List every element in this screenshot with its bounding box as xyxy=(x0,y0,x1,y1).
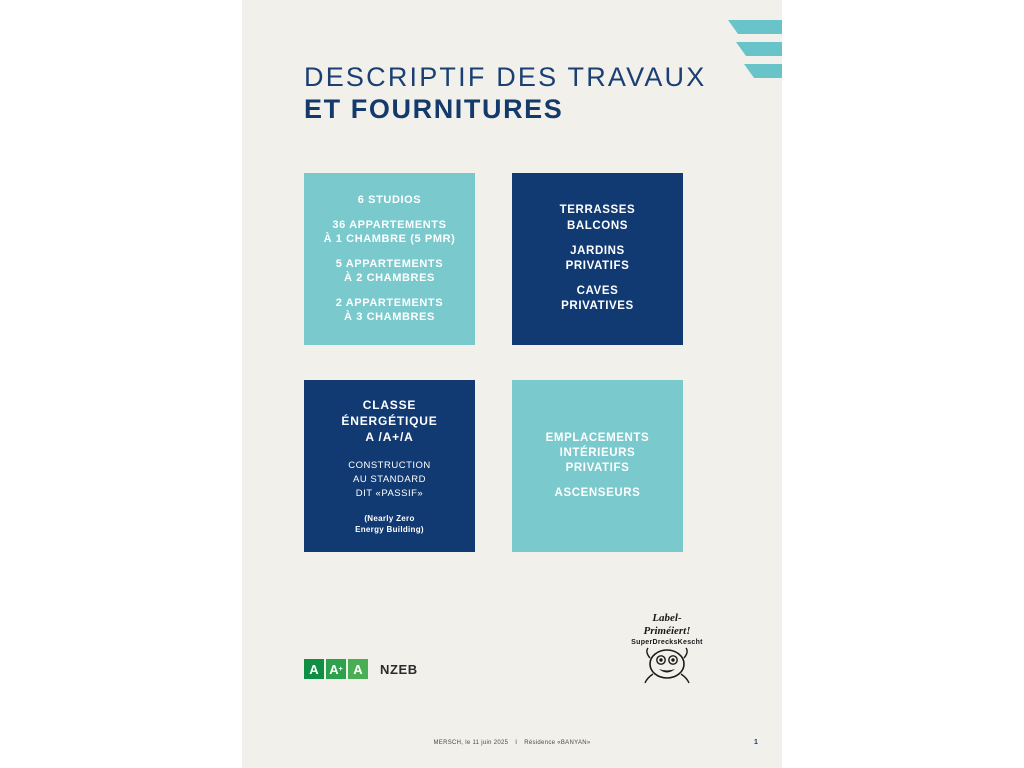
energy-class-title: CLASSE ÉNERGÉTIQUE A /A+/A xyxy=(341,397,438,445)
footer-right-text: Résidence «BANYAN» xyxy=(524,740,591,746)
decorative-teal-bars xyxy=(738,0,782,80)
stamp-line-2: Priméiert! xyxy=(643,624,691,637)
card-emplacements-line-2: ASCENSEURS xyxy=(554,487,641,500)
energy-class-note: (Nearly Zero Energy Building) xyxy=(355,513,424,534)
nzeb-logo xyxy=(304,659,418,679)
card-logements xyxy=(304,173,475,345)
card-logements-line-1: 6 STUDIOS xyxy=(357,194,422,207)
card-exterieurs-line-2: JARDINS PRIVATIFS xyxy=(565,244,630,272)
page-title-line-2: ET FOURNITURES xyxy=(304,94,564,125)
deco-bar-3 xyxy=(754,64,782,78)
stamp-arc-text: SuperDrecksKescht xyxy=(631,639,703,647)
card-emplacements-line-1: EMPLACEMENTS INTÉRIEURS PRIVATIFS xyxy=(545,431,650,474)
card-classe-energetique xyxy=(304,380,475,552)
card-exterieurs-line-1: TERRASSES BALCONS xyxy=(559,204,636,232)
card-exterieurs-line-3: CAVES PRIVATIVES xyxy=(561,285,634,313)
nzeb-label: NZEB xyxy=(380,661,418,677)
footer-separator: I xyxy=(515,740,518,746)
nzeb-box-3: A xyxy=(348,659,368,679)
deco-bar-2 xyxy=(746,42,782,56)
page-number: 1 xyxy=(754,739,758,746)
energy-class-subtitle: CONSTRUCTION AU STANDARD DIT «PASSIF» xyxy=(348,460,431,499)
page-title-line-1: DESCRIPTIF DES TRAVAUX xyxy=(304,62,707,92)
footer-left-text: MERSCH, le 11 juin 2025 xyxy=(433,740,509,746)
card-exterieurs xyxy=(512,173,683,345)
page-title xyxy=(304,62,744,127)
stamp-line-1: Label- xyxy=(652,612,682,624)
card-logements-line-3: 5 APPARTEMENTS À 2 CHAMBRES xyxy=(335,257,444,285)
nzeb-box-2-letter: A xyxy=(329,661,339,677)
deco-bar-1 xyxy=(738,20,782,34)
document-sheet xyxy=(242,0,782,768)
card-emplacements xyxy=(512,380,683,552)
card-logements-line-2: 36 APPARTEMENTS À 1 CHAMBRE (5 PMR) xyxy=(323,218,456,246)
footer xyxy=(242,740,782,746)
nzeb-box-2-sup: + xyxy=(338,665,343,673)
card-logements-line-4: 2 APPARTEMENTS À 3 CHAMBRES xyxy=(335,296,444,324)
label-primeiert-stamp xyxy=(622,612,712,697)
mascot-face-icon xyxy=(622,644,712,689)
nzeb-box-1: A xyxy=(304,659,324,679)
nzeb-box-2 xyxy=(326,659,346,679)
nzeb-rating-boxes xyxy=(304,659,370,679)
